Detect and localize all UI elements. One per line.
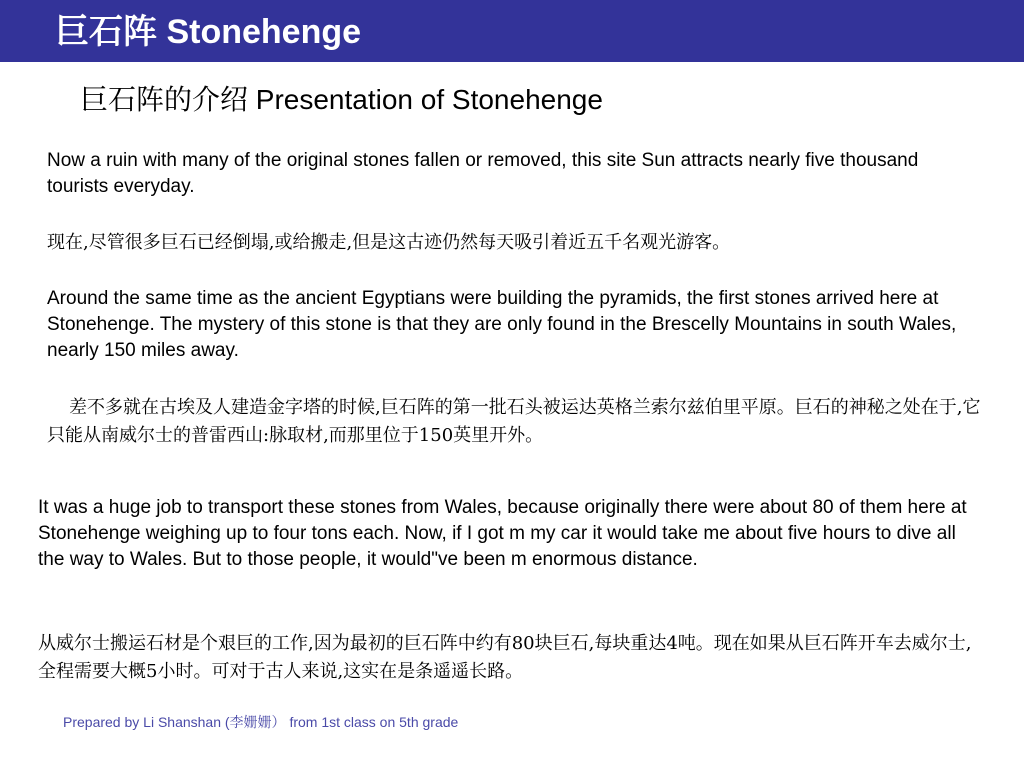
paragraph-chinese-2: 差不多就在古埃及人建造金字塔的时候,巨石阵的第一批石头被运达英格兰索尔兹伯里平原。巨石的神秘之处在于,它只能从南威尔士的普雷西山:脉取材,而那里位于150英里开外。 xyxy=(47,397,981,446)
paragraph-english-3: It was a huge job to transport these stones from Wales, because originally there were about 80 of them here at Stonehenge weighing up to four tons each. Now, if I got m my car it would take me about five hours to dive all the way to Wales. But to those people, it would"ve been m enormous distance. xyxy=(38,497,967,570)
paragraph-chinese-3: 从威尔士搬运石材是个艰巨的工作,因为最初的巨石阵中约有80块巨石,每块重达4吨。现在如果从巨石阵开车去威尔士,全程需要大概5小时。可对于古人来说,这实在是条遥遥长路。 xyxy=(38,633,972,682)
paragraph-chinese-1: 现在,尽管很多巨石已经倒塌,或给搬走,但是这古迹仍然每天吸引着近五千名观光游客。 xyxy=(47,232,731,253)
slide-title: 巨石阵 Stonehenge xyxy=(55,13,362,51)
paragraph-english-1: Now a ruin with many of the original stones fallen or removed, this site Sun attracts nearly five thousand tourists everyday. xyxy=(47,150,919,197)
footer-credit: Prepared by Li Shanshan (李姗姗） from 1st class on 5th grade xyxy=(63,714,459,730)
paragraph-english-2: Around the same time as the ancient Egyptians were building the pyramids, the first stones arrived here at Stonehenge. The mystery of this stone is that they are only found in the Brescelly Mountains in south Wales, nearly 150 miles away. xyxy=(47,288,957,361)
title-bar xyxy=(0,0,1024,62)
slide-subtitle: 巨石阵的介绍 Presentation of Stonehenge xyxy=(80,84,603,115)
